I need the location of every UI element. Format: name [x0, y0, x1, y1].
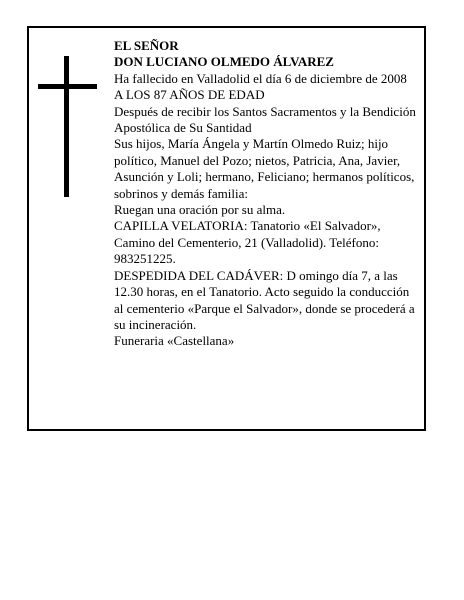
funeral-home-line: Funeraria «Castellana»	[114, 333, 235, 349]
chapel-line: CAPILLA VELATORIA: Tanatorio «El Salvador», Camino del Cementerio, 21 (Valladolid). Teléfono: 983251225.	[114, 218, 381, 267]
cross-icon	[64, 56, 69, 197]
deceased-name: DON LUCIANO OLMEDO ÁLVAREZ	[114, 54, 334, 70]
title-line: EL SEÑOR	[114, 38, 179, 53]
cross-icon-bar	[38, 84, 97, 89]
farewell-line: DESPEDIDA DEL CADÁVER: D omingo día 7, a las 12.30 horas, en el Tanatorio. Acto seguido la conducción al cementerio «Parque el Salvador», donde se procederá a su incineración.	[114, 267, 415, 332]
family-line: Sus hijos, María Ángela y Martín Olmedo Ruiz; hijo político, Manuel del Pozo; nietos, Patricia, Ana, Javier, Asunción y Loli; hermano, Feliciano; hermanos políticos, sobrinos y demás familia:	[114, 136, 415, 201]
age-line: A LOS 87 AÑOS DE EDAD	[114, 87, 265, 103]
death-notice: Ha fallecido en Valladolid el día 6 de diciembre de 2008	[114, 70, 407, 86]
prayer-line: Ruegan una oración por su alma.	[114, 202, 286, 218]
sacraments-line: Después de recibir los Santos Sacramentos y la Bendición Apostólica de Su Santidad	[114, 103, 416, 136]
obituary-text	[114, 38, 419, 350]
